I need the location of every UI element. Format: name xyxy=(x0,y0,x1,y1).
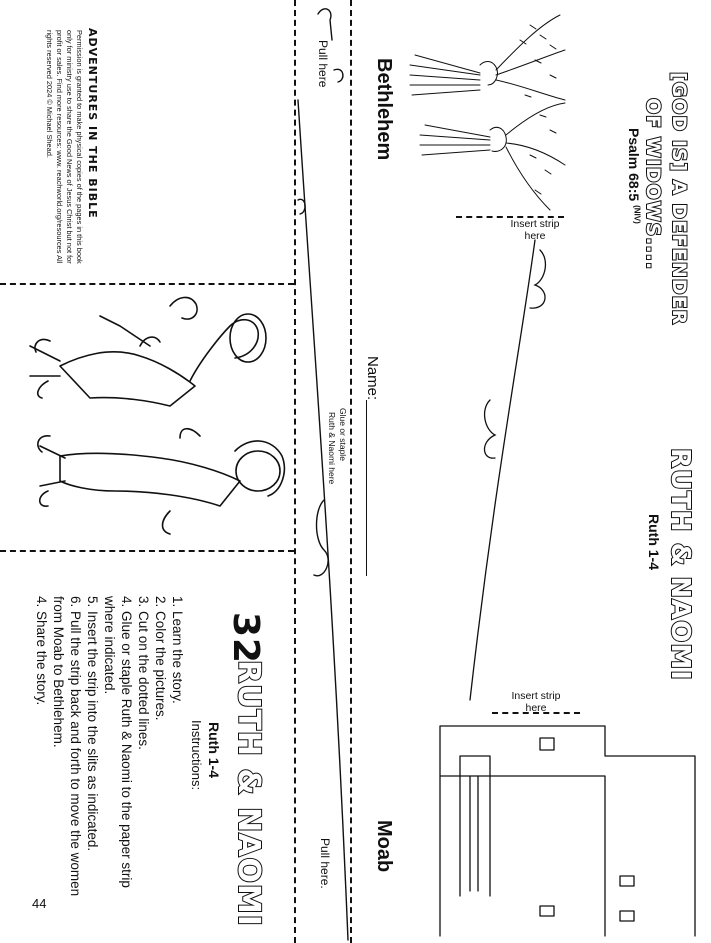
ruth-naomi-illustration xyxy=(20,286,290,546)
moab-label: Moab xyxy=(373,820,395,873)
glue-label-2: Ruth & Naomi here xyxy=(327,412,337,485)
insert-strip-label-top: Insert strip here xyxy=(510,218,560,242)
card-reference: Ruth 1-4 xyxy=(206,722,222,778)
main-title: RUTH & NAOMI xyxy=(665,448,695,681)
card-title: RUTH & NAOMI xyxy=(231,660,266,927)
name-label: Name: xyxy=(364,356,381,401)
wheat-sheaf-illustration xyxy=(400,5,570,220)
cut-line-top-box xyxy=(0,283,294,285)
step-item: 1. Learn the story. xyxy=(170,596,185,704)
insert-strip-label-bottom: Insert strip here xyxy=(511,690,561,714)
main-reference: Ruth 1-4 xyxy=(646,514,662,570)
step-item: where indicated. xyxy=(102,596,117,695)
page-number: 44 xyxy=(32,896,47,911)
name-line xyxy=(366,400,367,576)
verse-version: (NIV) xyxy=(632,205,642,224)
verse-line-1: [GOD IS] A DEFENDER xyxy=(668,72,690,326)
step-item: 6. Pull the strip back and forth to move the women xyxy=(68,596,83,897)
card-steps xyxy=(33,596,186,896)
glue-label-1: Glue or staple xyxy=(338,408,348,461)
step-item: 3. Cut on the dotted lines. xyxy=(136,596,151,750)
step-item: 4. Glue or staple Ruth & Naomi to the paper strip xyxy=(119,596,134,888)
verse-ref-text: Psalm 68:5 xyxy=(626,128,642,202)
step-item: 5. Insert the strip into the slits as indicated. xyxy=(85,596,100,852)
step-item: 4. Share the story. xyxy=(34,596,49,706)
card-instructions-heading: Instructions: xyxy=(189,720,204,791)
credits-body: Permission is granted to make physical copies of the pages in this book only for ministry use to share the Good News of Jesus Christ but not for profit or sales. Find more resources: www. reachworld.org/resources All rights reserved 2024 © Michael Shead. xyxy=(45,30,84,264)
bethlehem-label: Bethlehem xyxy=(373,58,395,161)
credits-heading: ADVENTURES IN THE BIBLE xyxy=(86,28,99,219)
cut-line-bottom-box xyxy=(0,550,294,552)
step-item: 2. Color the pictures. xyxy=(153,596,168,721)
credits-block xyxy=(86,28,99,219)
verse-reference xyxy=(626,128,642,224)
pull-here-bottom[interactable]: Pull here. xyxy=(318,838,332,889)
pull-here-top[interactable]: Pull here xyxy=(316,40,330,88)
card-number: 32 xyxy=(225,612,266,665)
verse-line-2: OF WIDOWS.... xyxy=(642,98,664,271)
step-item: from Moab to Bethlehem. xyxy=(51,596,66,748)
pull-strip-path xyxy=(294,0,352,943)
journey-path xyxy=(440,230,570,710)
city-building-illustration xyxy=(430,716,710,940)
